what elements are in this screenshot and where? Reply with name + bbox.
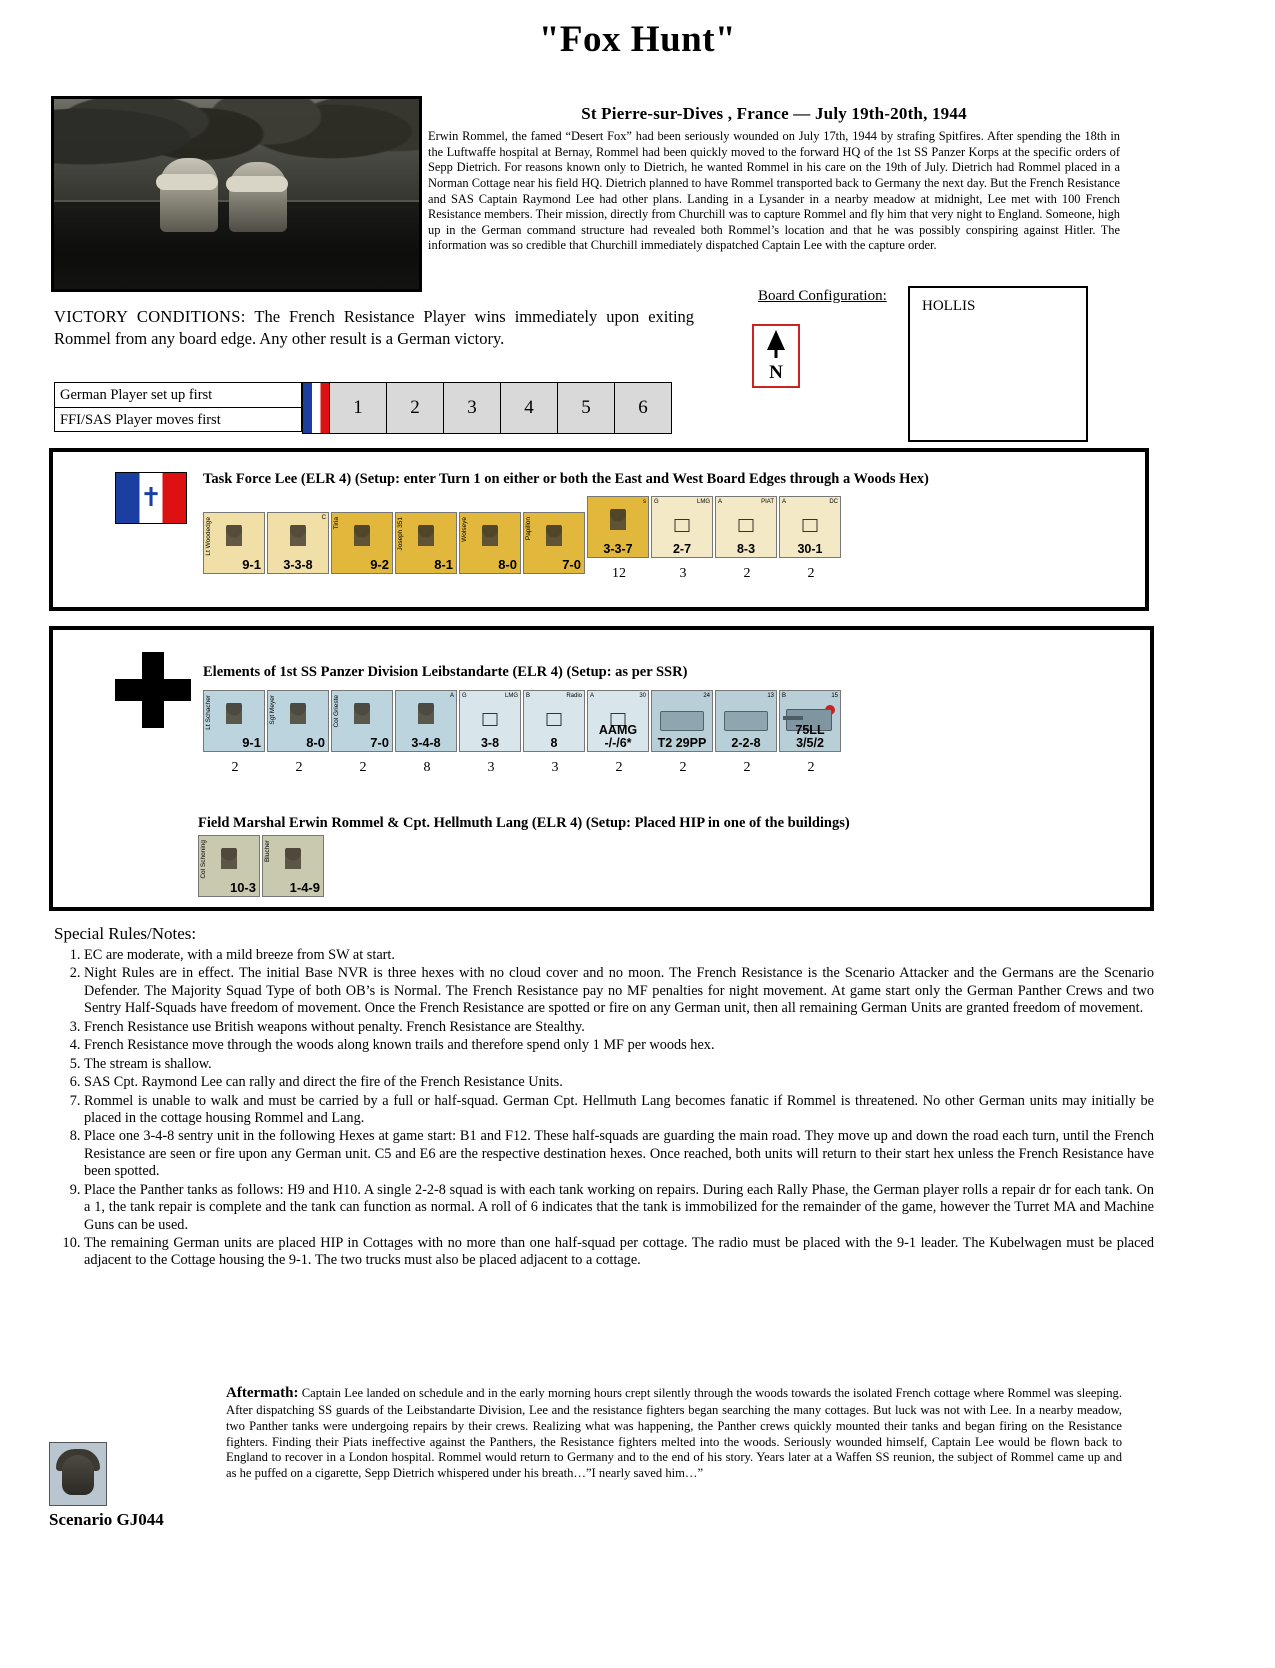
counter-value: 2-7 — [672, 541, 692, 556]
turn-track-labels — [54, 382, 302, 432]
special-rule-item: 3. French Resistance use British weapons without penalty. French Resistance are Stealthy. — [84, 1019, 1154, 1036]
counter-name: Lt Woodedge — [205, 517, 212, 556]
board-configuration-label: Board Configuration: — [758, 288, 887, 304]
counter-count: 2 — [807, 760, 815, 775]
counter-weapon-name: LMG — [696, 499, 710, 505]
compass-icon — [752, 324, 800, 388]
board-configuration-box — [908, 286, 1088, 442]
counter-value: 7-0 — [562, 557, 581, 572]
radio-icon — [547, 713, 562, 726]
counter-value: 2-2-8 — [731, 735, 761, 750]
counter-group — [587, 496, 651, 582]
board-name: HOLLIS — [922, 298, 976, 314]
counter-name: Blucher — [264, 840, 271, 863]
counter-blucher — [262, 835, 324, 897]
counter-col-schoning — [198, 835, 260, 897]
counter-count: 12 — [612, 566, 626, 581]
french-flag-icon — [302, 382, 330, 434]
weapon-icon — [483, 713, 498, 726]
special-rule-item: 4. French Resistance move through the woods along known trails and therefore spend only 1 MF per woods hex. — [84, 1037, 1154, 1054]
turn-box-1: 1 — [330, 382, 387, 434]
counter-name: Joseph 351 — [397, 517, 404, 551]
german-ob-title: Elements of 1st SS Panzer Division Leibstandarte (ELR 4) (Setup: as per SSR) — [203, 664, 688, 680]
counter-demolition-charge — [779, 496, 841, 558]
weapon-icon — [675, 519, 690, 532]
counter-value: 8-0 — [306, 735, 325, 750]
counter-group — [395, 690, 459, 776]
counter-papillon — [523, 512, 585, 574]
counter-value: 7-0 — [370, 735, 389, 750]
scenario-sheet — [0, 18, 1275, 1668]
counter-group — [587, 690, 651, 776]
allied-order-of-battle — [49, 448, 1149, 611]
counter-value: 1-4-9 — [289, 880, 320, 895]
soldier-icon — [354, 703, 370, 733]
soldier-icon — [290, 703, 306, 733]
kubelwagen-icon — [724, 711, 768, 731]
counter-lt-woodedge — [203, 512, 265, 574]
weapon-icon — [803, 519, 818, 532]
counter-count: 2 — [743, 566, 751, 581]
counter-radio — [523, 690, 585, 752]
soldier-icon — [482, 525, 498, 555]
counter-joseph-351 — [395, 512, 457, 574]
special-rule-item: 1. EC are moderate, with a mild breeze from SW at start. — [84, 947, 1154, 964]
special-rules-list — [54, 947, 1154, 1270]
aftermath-section — [226, 1384, 1122, 1482]
counter-group — [267, 690, 331, 776]
counter-count: 8 — [423, 760, 431, 775]
german-counter-row — [203, 690, 843, 776]
weapon-icon — [739, 519, 754, 532]
allied-counter-row — [203, 496, 843, 582]
counter-value: 9-1 — [242, 735, 261, 750]
truck-icon — [660, 711, 704, 731]
counter-value: 3-4-8 — [411, 735, 441, 750]
counter-partisan-squad — [587, 496, 649, 558]
counter-name: Col Grieste — [333, 695, 340, 728]
scenario-id: Scenario GJ044 — [49, 1510, 164, 1529]
counter-group — [651, 690, 715, 776]
soldier-icon — [418, 703, 434, 733]
turn-box-2: 2 — [387, 382, 444, 434]
turn-track-boxes — [302, 382, 672, 434]
counter-group — [262, 835, 326, 897]
turn-box-6: 6 — [615, 382, 672, 434]
counter-count: 2 — [231, 760, 239, 775]
counter-count: 2 — [679, 760, 687, 775]
counter-badge: C — [321, 515, 326, 521]
counter-wolseye — [459, 512, 521, 574]
soldier-icon — [226, 525, 242, 555]
counter-group — [331, 690, 395, 776]
counter-lmg — [651, 496, 713, 558]
special-rule-item: 9. Place the Panther tanks as follows: H9 and H10. A single 2-2-8 squad is with each tank working on repairs. During each Rally Phase, the German player rolls a repair dr for each tank. On a 1, the tank repair is complete and the tank can function as normal. A roll of 6 indicates that the tank is immobilized for the remainder of the game, however the Turret MA and Machine Guns can be used. — [84, 1182, 1154, 1234]
special-rule-item: 5. The stream is shallow. — [84, 1056, 1154, 1073]
special-rule-item: 10. The remaining German units are placed HIP in Cottages with no more than one half-squad per cottage. The radio must be placed with the 9-1 leader. The Kubelwagen must be placed adjacent to the Cottage housing the 9-1. The two trucks must also be placed adjacent to a cottage. — [84, 1235, 1154, 1270]
moves-first-label: FFI/SAS Player moves first — [54, 407, 302, 432]
counter-value: 9-1 — [242, 557, 261, 572]
german-order-of-battle — [49, 626, 1154, 911]
counter-group — [331, 512, 395, 582]
photo-officer-left — [160, 158, 218, 232]
soldier-icon — [546, 525, 562, 555]
counter-weapon-name: Radio — [566, 693, 582, 699]
counter-name: Wolseye — [461, 517, 468, 542]
special-rules-heading: Special Rules/Notes: — [54, 924, 197, 943]
counter-class: B — [782, 693, 787, 699]
counter-count: 2 — [615, 760, 623, 775]
counter-value: 3-8 — [480, 735, 500, 750]
counter-group — [395, 512, 459, 582]
counter-class: B — [526, 693, 531, 699]
counter-range: 15 — [831, 693, 838, 699]
soldier-icon — [610, 509, 626, 539]
turn-record-track — [54, 382, 670, 436]
counter-group — [198, 835, 262, 897]
photo-officer-right — [229, 162, 287, 232]
counter-badge: A — [449, 693, 454, 699]
special-rules-section — [54, 924, 1154, 1271]
counter-weapon-name: DC — [829, 499, 838, 505]
counter-count: 2 — [743, 760, 751, 775]
counter-value: 10-3 — [229, 880, 256, 895]
soldier-icon — [418, 525, 434, 555]
counter-value: 8 — [550, 735, 558, 750]
balkenkreuz-bar-vertical — [142, 652, 164, 728]
counter-group — [523, 690, 587, 776]
counter-name: Col Schoning — [200, 840, 207, 879]
counter-weapon-name: PIAT — [761, 499, 774, 505]
compass-stem — [775, 346, 778, 358]
balkenkreuz-icon — [115, 652, 191, 728]
setup-first-label: German Player set up first — [54, 382, 302, 407]
counter-count: 2 — [807, 566, 815, 581]
victory-conditions — [54, 306, 694, 351]
soldier-icon — [290, 525, 306, 555]
counter-value: 75LL 3/5/2 — [795, 723, 825, 750]
counter-group — [779, 496, 843, 582]
counter-range: 30 — [639, 693, 646, 699]
counter-aamg — [587, 690, 649, 752]
counter-value: T2 29PP — [657, 735, 707, 750]
counter-count: 3 — [487, 760, 495, 775]
counter-name: Lt Schacher — [205, 695, 212, 730]
counter-panther-tank — [779, 690, 841, 752]
location-date: St Pierre-sur-Dives , France — July 19th-20th, 1944 — [581, 104, 967, 123]
counter-weapon-name: LMG — [504, 693, 518, 699]
rommel-counter-row — [198, 835, 326, 897]
counter-squad-3-4-8 — [395, 690, 457, 752]
victory-text: The French Resistance Player wins immediately upon exiting Rommel from any board edge. Any other result is a German victory. — [54, 307, 695, 349]
aftermath-text: Captain Lee landed on schedule and in the early morning hours crept silently through the woods towards the isolated French cottage where Rommel was sleeping. After dispatching SS guards of the Leibstandarte Division, Lee and the resistance fighters began searching the many cottages. But luck was not with Lee. In a nearby meadow, two Panther tanks were undergoing repairs by their crews. Realizing what was happening, the Panther crews quickly mounted their tanks and began firing on the Resistance fighters. Finding their Piats ineffective against the Panthers, the Resistance fighters melted into the woods. Seriously wounded himself, Captain Lee would be flown back to England to recover in a London hospital. Rommel would return to Germany and to the end of his story. Years later at a Waffen SS reunion, the subject of Rommel came up and as he puffed on a cigarette, Sepp Dietrich whispered under his breath…”I nearly saved him…” — [226, 1386, 1123, 1481]
compass-north-label: N — [769, 362, 783, 383]
turn-box-3: 3 — [444, 382, 501, 434]
scenario-description — [428, 104, 1120, 254]
cross-of-lorraine-icon: ✝ — [140, 483, 162, 512]
rommel-ob-title: Field Marshal Erwin Rommel & Cpt. Hellmuth Lang (ELR 4) (Setup: Placed HIP in one of the buildings) — [198, 815, 850, 831]
counter-sgt-meyer — [267, 690, 329, 752]
counter-value: 30-1 — [797, 541, 823, 556]
turn-box-4: 4 — [501, 382, 558, 434]
victory-label: VICTORY CONDITIONS: — [54, 307, 246, 326]
counter-group — [715, 496, 779, 582]
turn-box-5: 5 — [558, 382, 615, 434]
counter-tiria — [331, 512, 393, 574]
counter-group — [715, 690, 779, 776]
counter-value: 8-0 — [498, 557, 517, 572]
counter-group — [203, 512, 267, 582]
counter-value: AAMG -/-/6* — [598, 723, 638, 750]
counter-lmg — [459, 690, 521, 752]
historical-photo — [51, 96, 422, 292]
counter-class: A — [590, 693, 595, 699]
special-rule-item: 2. Night Rules are in effect. The initial Base NVR is three hexes with no cloud cover and no moon. The French Resistance is the Scenario Attacker and the Germans are the Scenario Defender. The Majority Squad Type of both OB’s is Normal. The French Resistance pay no MF penalties for night movement. At game start only the German Panther Crews and two Sentry Half-Squads have freedom of movement. Once the French Resistance are spotted or fire on any German unit, then all remaining German Units are granted freedom of movement. — [84, 965, 1154, 1017]
counter-truck — [651, 690, 713, 752]
photo-cap-left — [156, 174, 218, 190]
counter-group — [459, 690, 523, 776]
counter-count: 3 — [551, 760, 559, 775]
counter-count: 3 — [679, 566, 687, 581]
counter-value: 3-3-8 — [283, 557, 313, 572]
counter-count: 2 — [359, 760, 367, 775]
counter-name: Sgt Meyer — [269, 695, 276, 725]
french-flag-icon — [115, 472, 187, 524]
counter-kubelwagen — [715, 690, 777, 752]
counter-value: 9-2 — [370, 557, 389, 572]
counter-squad-3-3-8 — [267, 512, 329, 574]
counter-class: G — [462, 693, 467, 699]
soldier-icon — [221, 848, 237, 878]
special-rule-item: 7. Rommel is unable to walk and must be carried by a full or half-squad. German Cpt. Hellmuth Lang becomes fanatic if Rommel is threatened. No other German units may initially be placed in the cottage housing Rommel and Lang. — [84, 1093, 1154, 1128]
counter-class: A — [718, 499, 723, 505]
aftermath-label: Aftermath: — [226, 1385, 299, 1401]
counter-group — [651, 496, 715, 582]
soldier-head-icon — [62, 1455, 94, 1495]
soldier-icon — [354, 525, 370, 555]
counter-class: G — [654, 499, 659, 505]
counter-range: 24 — [703, 693, 710, 699]
counter-group — [779, 690, 843, 776]
counter-group — [267, 512, 331, 582]
special-rule-item: 6. SAS Cpt. Raymond Lee can rally and direct the fire of the French Resistance Units. — [84, 1074, 1154, 1091]
counter-range: 13 — [767, 693, 774, 699]
counter-value: 8-3 — [736, 541, 756, 556]
counter-badge: s — [643, 499, 646, 505]
soldier-icon — [226, 703, 242, 733]
counter-name: Tiria — [333, 517, 340, 530]
counter-class: A — [782, 499, 787, 505]
photo-cap-right — [226, 176, 288, 192]
special-rule-item: 8. Place one 3-4-8 sentry unit in the following Hexes at game start: B1 and F12. These half-squads are guarding the main road. They move up and down the road each turn, until the French Resistance are seen or fire upon any German unit. C5 and E6 are the respective destination hexes. Once reached, both units will return to their start hex unless the French Resistance have been spotted. — [84, 1128, 1154, 1180]
counter-value: 8-1 — [434, 557, 453, 572]
counter-count: 2 — [295, 760, 303, 775]
page-title: "Fox Hunt" — [538, 19, 737, 60]
counter-value: 3-3-7 — [603, 541, 633, 556]
counter-piat — [715, 496, 777, 558]
allied-ob-title: Task Force Lee (ELR 4) (Setup: enter Turn 1 on either or both the East and West Board Edges through a Woods Hex) — [203, 471, 929, 487]
intro-text: Erwin Rommel, the famed “Desert Fox” had been seriously wounded on July 17th, 1944 by strafing Spitfires. After spending the 18th in the Luftwaffe hospital at Bernay, Rommel had been quickly moved to the forward HQ of the 1st SS Panzer Korps at the specific orders of Sepp Dietrich. For reasons known only to Dietrich, he wanted Rommel in his care on the 19th of July. Dietrich had Rommel placed in a Norman Cottage near his field HQ. Dietrich planned to have Rommel transported back to Germany the next day. But the French Resistance and SAS Captain Raymond Lee had other plans. Landing in a Lysander in a nearby meadow at midnight, Lee met with 100 French Resistance members. Their mission, directly from Churchill was to capture Rommel and fly him that very night to England. Someone, high up in the German command structure had revealed both Rommel’s location and that he was possibly conspiring against Hitler. The information was so credible that Churchill immediately dispatched Captain Lee with the capture order. — [428, 129, 1120, 253]
publisher-badge-icon — [49, 1442, 107, 1506]
counter-col-grieste — [331, 690, 393, 752]
counter-group — [459, 512, 523, 582]
counter-name: Papillon — [525, 517, 532, 541]
counter-group — [523, 512, 587, 582]
counter-lt-schacher — [203, 690, 265, 752]
soldier-icon — [285, 848, 301, 878]
counter-group — [203, 690, 267, 776]
